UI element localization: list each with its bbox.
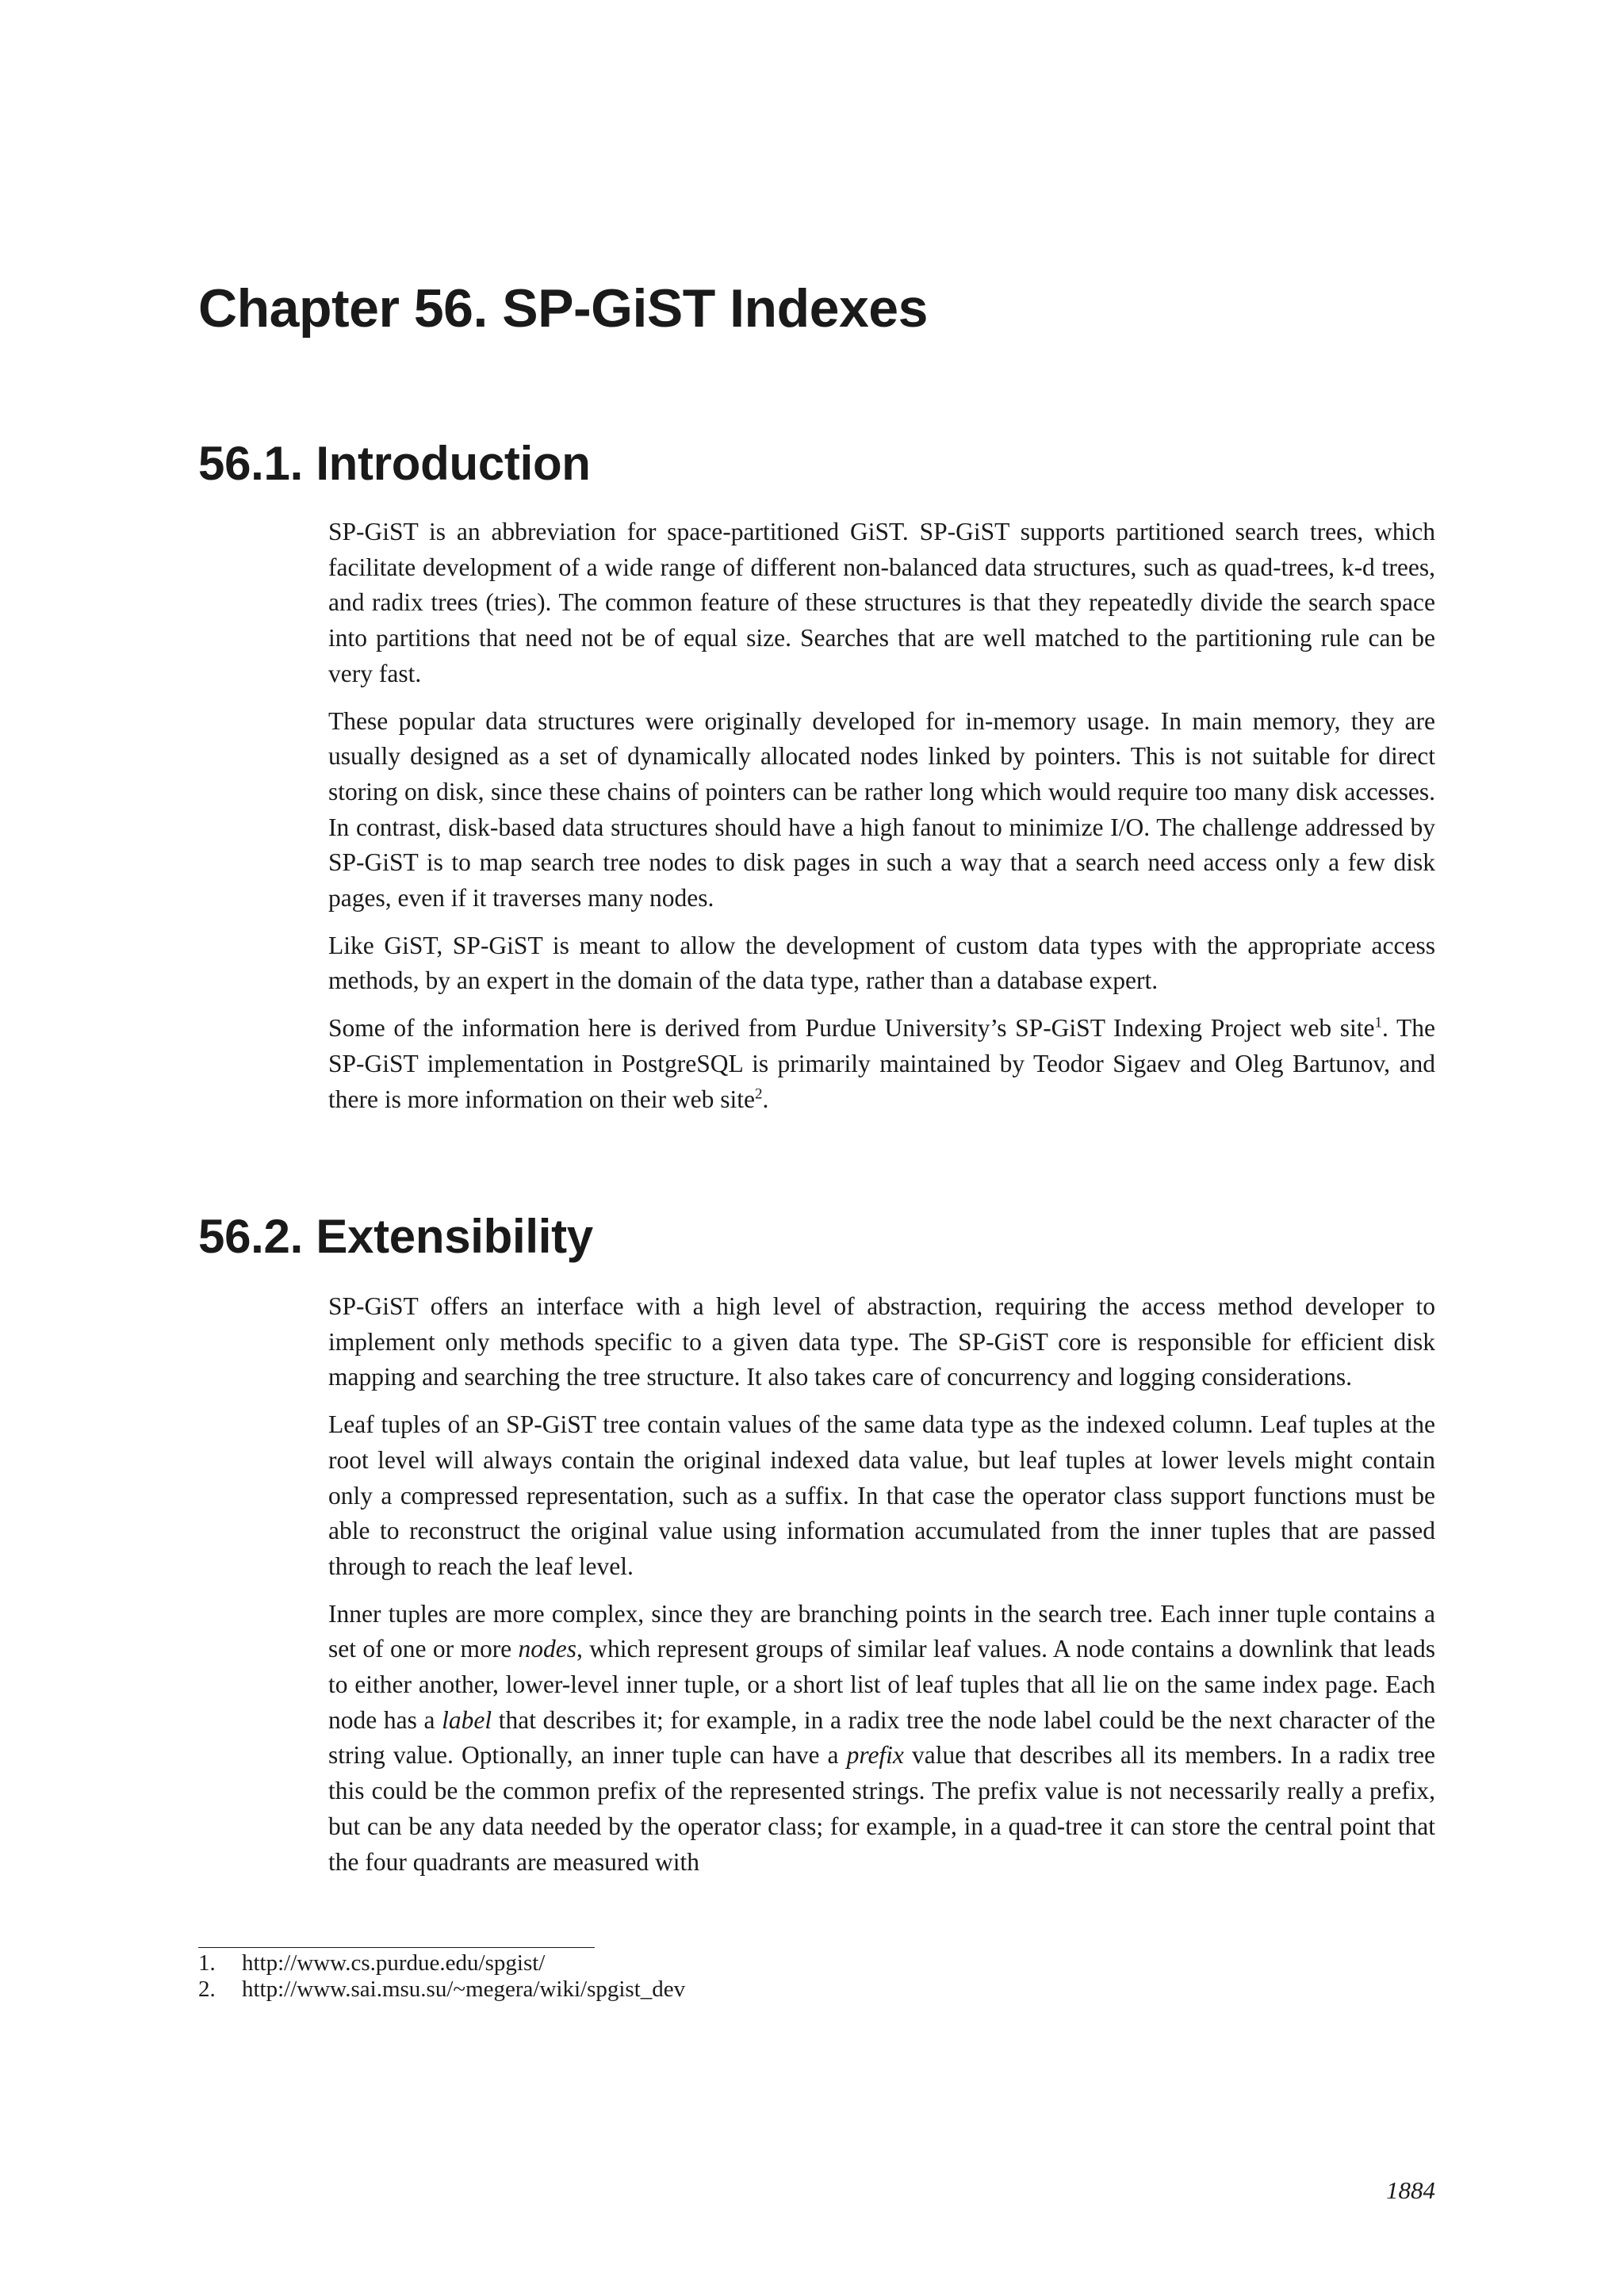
paragraph-text: . [762,1085,769,1113]
term-prefix: prefix [846,1741,904,1770]
footnotes [198,1950,1435,2003]
paragraph: SP-GiST is an abbreviation for space-partitioned GiST. SP-GiST supports partitioned search trees, which facilitate development of a wide range of different non-balanced data structures, such as quad-trees, k-d trees, and radix trees (tries). The common feature of these structures is that they repeatedly divide the search space into partitions that need not be of equal size. Searches that are well matched to the partitioning rule can be very fast. [328,518,1435,687]
section-title-introduction: 56.1. Introduction [198,437,591,490]
paragraph-text: Some of the information here is derived from Purdue University’s SP-GiST Indexing Project web site [328,1014,1375,1043]
paragraph [328,1597,1435,1881]
footnote-ref-2[interactable]: 2 [754,1085,763,1103]
term-nodes: nodes [518,1635,577,1663]
footnote-item [198,1976,1435,2003]
footnote-number: 2. [198,1976,216,2002]
section-body-extensibility [328,1289,1435,1892]
paragraph [328,1011,1435,1117]
footnote-item [198,1950,1435,1976]
section-body-introduction [328,515,1435,1129]
term-label: label [442,1705,492,1734]
paragraph: Like GiST, SP-GiST is meant to allow the development of custom data types with the appropriate access methods, by an expert in the domain of the data type, rather than a database expert. [328,931,1435,995]
paragraph-text: Inner tuples are more complex, since they are branching points in the search tree. Each inner tuple contains a set of one or more [328,1599,1435,1663]
footnote-link[interactable]: http://www.cs.purdue.edu/spgist/ [242,1950,546,1976]
paragraph-text: . The SP-GiST implementation in PostgreSQL is primarily maintained by Teodor Sigaev and Oleg Bartunov, and there is more information on their web site [328,1014,1435,1113]
footnote-ref-1[interactable]: 1 [1374,1014,1383,1031]
paragraph-text: , which represent groups of similar leaf values. A node contains a downlink that leads to either another, lower-level inner tuple, or a short list of leaf tuples that all lie on the same index page. Each node has a [328,1635,1435,1734]
footnote-divider [198,1947,595,1948]
paragraph: SP-GiST offers an interface with a high level of abstraction, requiring the access method developer to implement only methods specific to a given data type. The SP-GiST core is responsible for efficient disk mapping and searching the tree structure. It also takes care of concurrency and logging considerations. [328,1292,1435,1391]
page-number: 1884 [1386,2176,1435,2204]
paragraph: These popular data structures were originally developed for in-memory usage. In main memory, they are usually designed as a set of dynamically allocated nodes linked by pointers. This is not suitable for direct storing on disk, since these chains of pointers can be rather long which would require too many disk accesses. In contrast, disk-based data structures should have a high fanout to minimize I/O. The challenge addressed by SP-GiST is to map search tree nodes to disk pages in such a way that a search need access only a few disk pages, even if it traverses many nodes. [328,706,1435,913]
footnote-number: 1. [198,1950,216,1976]
paragraph: Leaf tuples of an SP-GiST tree contain values of the same data type as the indexed column. Leaf tuples at the root level will always contain the original indexed data value, but leaf tuples at lower levels might contain only a compressed representation, such as a suffix. In that case the operator class support functions must be able to reconstruct the original value using information accumulated from the inner tuples that are passed through to reach the leaf level. [328,1410,1435,1580]
footnote-link[interactable]: http://www.sai.msu.su/~megera/wiki/spgist_dev [242,1976,686,2002]
paragraph-text: that describes it; for example, in a radix tree the node label could be the next character of the string value. Optionally, an inner tuple can have a [328,1705,1436,1770]
section-title-extensibility: 56.2. Extensibility [198,1210,593,1263]
paragraph-text: value that describes all its members. In a radix tree this could be the common prefix of the represented strings. The prefix value is not necessarily really a prefix, but can be any data needed by the operator class; for example, in a quad-tree it can store the central point that the four quadrants are measured with [328,1741,1435,1876]
chapter-title: Chapter 56. SP-GiST Indexes [198,278,928,339]
